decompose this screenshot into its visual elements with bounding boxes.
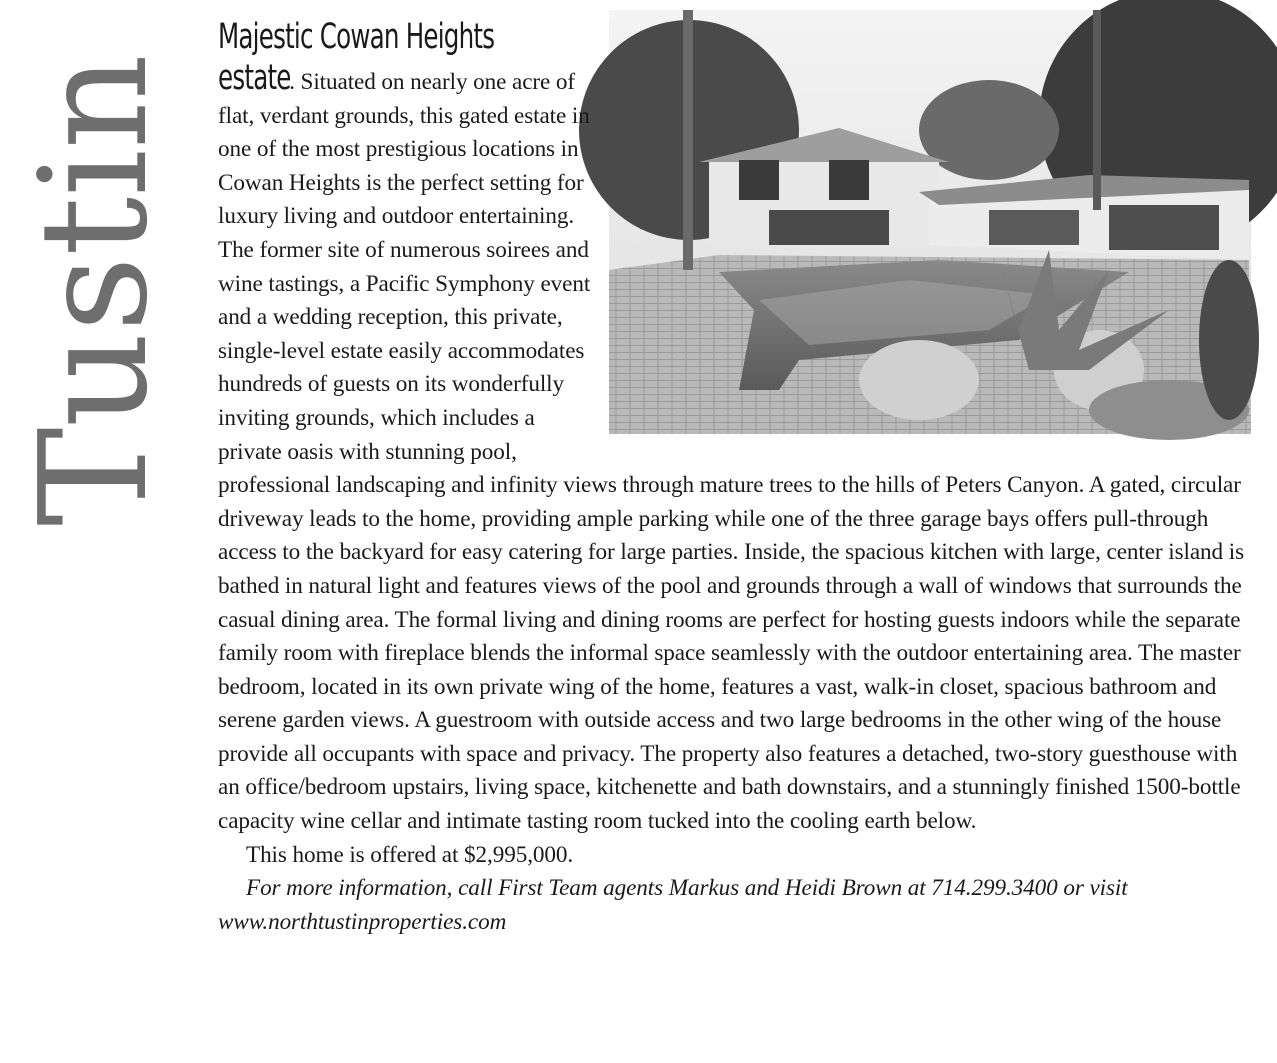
city-wordmark: Tustin	[8, 53, 180, 527]
city-wordmark-container	[8, 10, 180, 570]
photo-float-spacer	[598, 10, 1258, 458]
headline-part-1: Majestic Cowan Heights	[218, 17, 495, 57]
headline-part-2: estate	[218, 58, 291, 98]
listing-price: This home is offered at $2,995,000.	[246, 841, 574, 868]
agent-contact: For more information, call First Team agents Markus and Heidi Brown at 714.299.3400 or visit www.northtustinproperties.com	[218, 875, 1128, 935]
headline-period: .	[289, 69, 295, 95]
listing-article	[218, 10, 1258, 939]
article-body-text: Situated on nearly one acre of flat, verdant grounds, this gated estate in one of the most prestigious locations in Cowan Heights is the perfect setting for luxury living and outdoor entertaining. The former site of numerous soirees and wine tastings, a Pacific Symphony event and a wedding reception, this private, single-level estate easily accommodates hundreds of guests on its wonderfully inviting grounds, which includes a private oasis with stunning pool, professional landscaping and infinity views through mature trees to the hills of Peters Canyon. A gated, circular driveway leads to the home, providing ample parking while one of the three garage bays offers pull-through access to the backyard for easy catering for large parties. Inside, the spacious kitchen with large, center island is bathed in natural light and features views of the pool and grounds through a wall of windows that surrounds the casual dining area. The formal living and dining rooms are perfect for hosting guests indoors while the separate family room with fireplace blends the informal space seamlessly with the outdoor entertaining area. The master bedroom, located in its own private wing of the home, features a vast, walk-in closet, spacious bathroom and serene garden views. A guestroom with outside access and two large bedrooms in the other wing of the house provide all occupants with space and privacy. The property also features a detached, two-story guesthouse with an office/bedroom upstairs, living space, kitchenette and bath downstairs, and a stunningly finished 1500-bottle capacity wine cellar and intimate tasting room tucked into the cooling earth below.	[218, 69, 1244, 835]
